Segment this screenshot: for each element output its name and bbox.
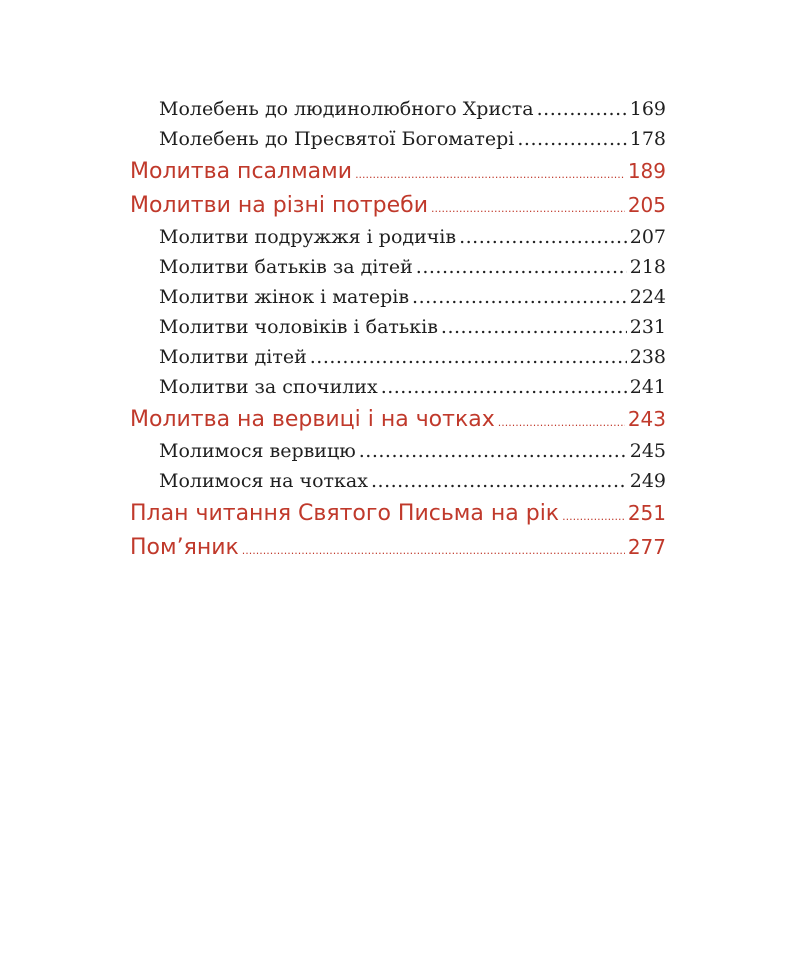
toc-entry-title: Молитви подружжя і родичів (159, 226, 457, 248)
toc-entry-page: 207 (629, 226, 666, 248)
dot-leader (359, 436, 627, 466)
table-of-contents (130, 94, 666, 564)
toc-entry-page: 231 (629, 316, 666, 338)
toc-entry-podruzhzhia[interactable] (130, 222, 666, 252)
dot-leader (381, 372, 627, 402)
toc-entry-title: Молебень до людинолюбного Христа (159, 98, 534, 120)
toc-section-title: Молитви на різні потреби (130, 193, 429, 218)
toc-section-vervytsi-chotkakh[interactable] (130, 402, 666, 436)
toc-section-page: 205 (627, 193, 666, 217)
toc-section-molytva-psalmamy[interactable] (130, 154, 666, 188)
dot-leader (355, 158, 625, 192)
toc-section-page: 243 (627, 407, 666, 431)
dot-leader (562, 500, 625, 534)
toc-entry-zhinok-materiv[interactable] (130, 282, 666, 312)
toc-entry-page: 241 (629, 376, 666, 398)
dot-leader (517, 124, 626, 154)
dot-leader (242, 534, 625, 568)
toc-entry-title: Молимося вервицю (159, 440, 356, 462)
toc-entry-vervytsiu[interactable] (130, 436, 666, 466)
dot-leader (310, 342, 627, 372)
toc-section-page: 277 (627, 535, 666, 559)
dot-leader (537, 94, 627, 124)
toc-entry-ditei[interactable] (130, 342, 666, 372)
toc-entry-spochylykh[interactable] (130, 372, 666, 402)
dot-leader (459, 222, 627, 252)
dot-leader (441, 312, 627, 342)
dot-leader (431, 192, 625, 226)
dot-leader (498, 406, 625, 440)
dot-leader (371, 466, 627, 496)
toc-entry-page: 245 (629, 440, 666, 462)
toc-section-page: 251 (627, 501, 666, 525)
toc-section-page: 189 (627, 159, 666, 183)
toc-section-title: План читання Святого Письма на рік (130, 501, 560, 526)
toc-section-pomianyk[interactable] (130, 530, 666, 564)
toc-entry-title: Молитви батьків за дітей (159, 256, 413, 278)
toc-entry-moleben-khrysta[interactable] (130, 94, 666, 124)
toc-entry-cholovikiv-batkiv[interactable] (130, 312, 666, 342)
toc-entry-page: 249 (629, 470, 666, 492)
toc-section-title: Молитва на вервиці і на чотках (130, 407, 495, 432)
toc-section-title: Молитва псалмами (130, 159, 353, 184)
toc-entry-title: Молебень до Пресвятої Богоматері (159, 128, 515, 150)
toc-entry-title: Молимося на чотках (159, 470, 368, 492)
toc-entry-page: 238 (629, 346, 666, 368)
toc-entry-title: Молитви жінок і матерів (159, 286, 410, 308)
dot-leader (412, 282, 627, 312)
toc-entry-moleben-bohomateri[interactable] (130, 124, 666, 154)
toc-entry-title: Молитви чоловіків і батьків (159, 316, 438, 338)
toc-section-title: Пом’яник (130, 535, 239, 560)
dot-leader (416, 252, 627, 282)
toc-entry-batkiv-za-ditei[interactable] (130, 252, 666, 282)
toc-entry-page: 224 (629, 286, 666, 308)
toc-entry-title: Молитви дітей (159, 346, 307, 368)
toc-section-plan-chytannia[interactable] (130, 496, 666, 530)
toc-entry-page: 218 (629, 256, 666, 278)
toc-section-rizni-potreby[interactable] (130, 188, 666, 222)
toc-entry-page: 178 (629, 128, 666, 150)
toc-entry-page: 169 (629, 98, 666, 120)
toc-entry-chotkakh[interactable] (130, 466, 666, 496)
toc-entry-title: Молитви за спочилих (159, 376, 378, 398)
